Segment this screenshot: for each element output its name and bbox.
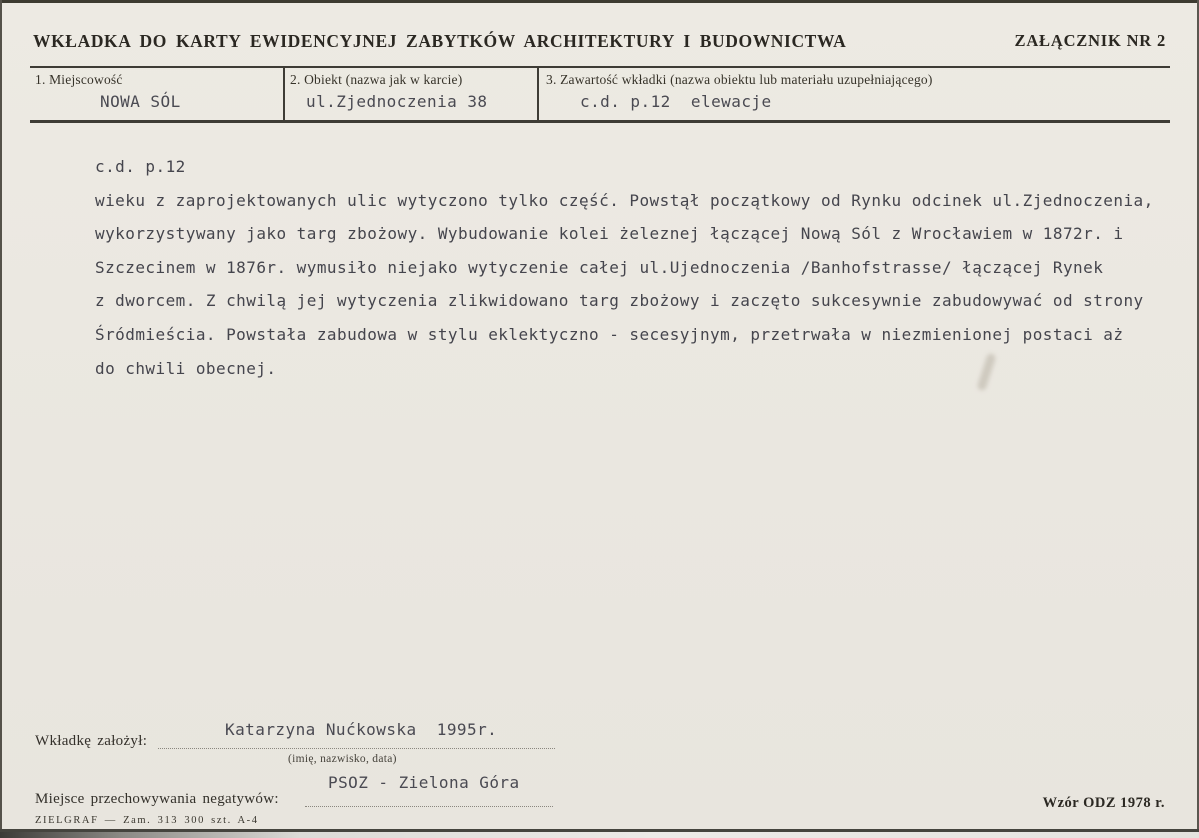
body-line: wieku z zaprojektowanych ulic wytyczono tylko część. Powstął początkowy od Rynku odcinek ul.Zjednoczenia,: [95, 190, 1154, 210]
field-label-zawartosc-wkladki: 3. Zawartość wkładki (nazwa obiektu lub materiału uzupełniającego): [546, 72, 933, 87]
field-label-miejscowosc: 1. Miejscowość: [35, 72, 123, 87]
negatives-typed-value: PSOZ - Zielona Góra: [328, 773, 520, 792]
table-divider-2: [537, 67, 539, 120]
table-bottom-rule: [30, 120, 1170, 123]
founder-dotted-line: [158, 748, 555, 749]
typewritten-body-text: [95, 150, 1175, 385]
table-top-rule: [30, 66, 1170, 68]
field-value-miejscowosc: NOWA SÓL: [100, 92, 181, 111]
body-line: do chwili obecnej.: [95, 358, 277, 378]
negatives-dotted-line: [305, 806, 553, 807]
founder-typed-value: Katarzyna Nućkowska 1995r.: [225, 720, 498, 739]
document-title: WKŁADKA DO KARTY EWIDENCYJNEJ ZABYTKÓW ARCHITEKTURY I BUDOWNICTWA: [33, 31, 847, 51]
table-divider-1: [283, 67, 285, 120]
body-line: c.d. p.12: [95, 157, 186, 176]
body-line: Śródmieścia. Powstała zabudowa w stylu eklektyczno - secesyjnym, przetrwała w niezmienionej postaci aż: [95, 324, 1124, 344]
founder-label: Wkładkę założył:: [35, 733, 148, 749]
body-line: z dworcem. Z chwilą jej wytyczenia zlikwidowano targ zbożowy i zaczęto sukcesywnie zabudowywać od strony: [95, 291, 1144, 311]
founder-hint: (imię, nazwisko, data): [288, 753, 397, 765]
printshop-info: ZIELGRAF — Zam. 313 300 szt. A-4: [35, 815, 259, 826]
attachment-number-label: ZAŁĄCZNIK NR 2: [1014, 31, 1166, 50]
field-value-obiekt: ul.Zjednoczenia 38: [306, 92, 488, 111]
scan-edge-bottom-fill: [0, 832, 1199, 838]
scan-edge-left: [0, 0, 2, 838]
negatives-label: Miejsce przechowywania negatywów:: [35, 791, 279, 807]
scan-edge-top: [0, 0, 1199, 3]
form-model-label: Wzór ODZ 1978 r.: [1042, 795, 1165, 811]
field-value-zawartosc-wkladki: c.d. p.12 elewacje: [580, 92, 772, 111]
field-label-obiekt: 2. Obiekt (nazwa jak w karcie): [290, 72, 463, 87]
body-line: wykorzystywany jako targ zbożowy. Wybudowanie kolei żeleznej łączącej Nową Sól z Wrocławiem w 1872r. i: [95, 224, 1124, 244]
body-line: Szczecinem w 1876r. wymusiło niejako wytyczenie całej ul.Ujednoczenia /Banhofstrasse/ łączącej Rynek: [95, 257, 1104, 277]
